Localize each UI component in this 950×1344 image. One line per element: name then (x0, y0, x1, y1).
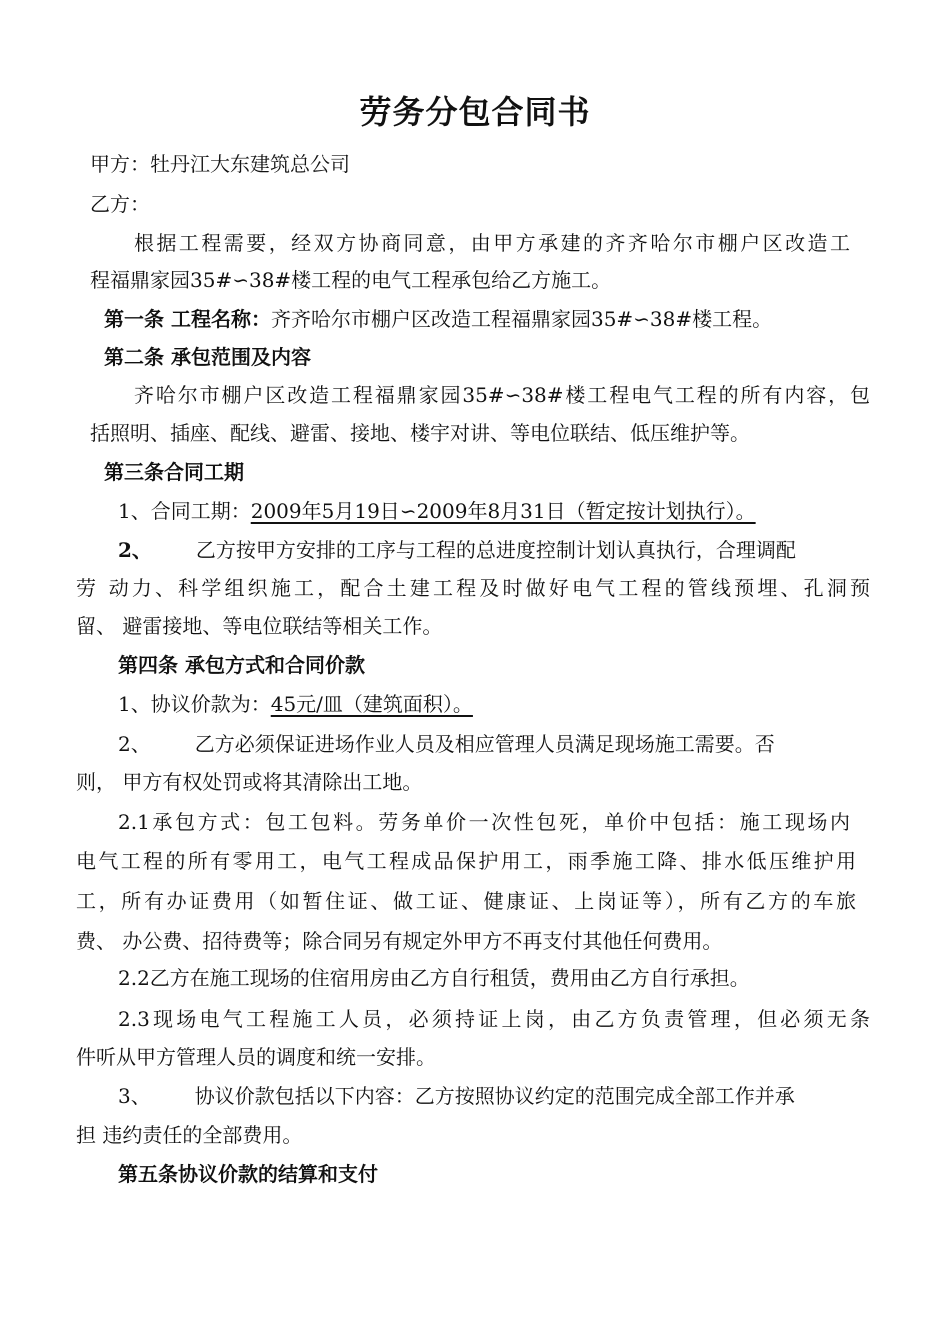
document-title: 劳务分包合同书 (359, 93, 591, 131)
article-4-item-1-label: 1、协议价款为： (118, 692, 271, 716)
intro-line-1: 根据工程需要，经双方协商同意，由甲方承建的齐齐哈尔市棚户区改造工 (134, 231, 850, 255)
article-3-item-2-number: 2、 (118, 538, 152, 562)
article-2-line-2: 括照明、插座、配线、避雷、接地、楼宇对讲、等电位联结、低压维护等。 (90, 421, 750, 445)
article-4-item-2-2: 2.2乙方在施工现场的住宿用房由乙方自行租赁，费用由乙方自行承担。 (118, 966, 750, 990)
article-1-heading: 第一条 工程名称： (104, 307, 271, 331)
intro-line-2: 程福鼎家园35#∽38#楼工程的电气工程承包给乙方施工。 (90, 268, 612, 292)
article-3-item-1 (118, 496, 756, 526)
article-1 (104, 304, 772, 334)
article-3-item-2-text: 乙方按甲方安排的工序与工程的总进度控制计划认真执行，合理调配 (195, 538, 796, 562)
article-1-text: 齐齐哈尔市棚户区改造工程福鼎家园35#∽38#楼工程。 (270, 307, 773, 331)
contract-period-value: 2009年5月19日∽2009年8月31日（暂定按计划执行）。 (250, 499, 756, 523)
article-4-item-2-1-line-4: 费、 办公费、招待费等；除合同另有规定外甲方不再支付其他任何费用。 (76, 929, 723, 953)
article-4-item-2-line-2: 则， 甲方有权处罚或将其清除出工地。 (76, 770, 423, 794)
article-4-item-2-3-line-2: 件听从甲方管理人员的调度和统一安排。 (76, 1045, 436, 1069)
agreed-price-value: 45元/皿（建筑面积）。 (270, 692, 473, 716)
article-4-item-2-1-line-3: 工，所有办证费用（如暂住证、做工证、健康证、上岗证等），所有乙方的车旅 (76, 889, 856, 913)
article-4-item-3-number: 3、 (118, 1084, 151, 1108)
article-4-heading: 第四条 承包方式和合同价款 (118, 653, 365, 677)
article-3-item-1-label: 1、合同工期： (118, 499, 251, 523)
article-4-item-3-line-1 (118, 1081, 795, 1111)
article-3-item-2-line-2: 劳 动力、科学组织施工，配合土建工程及时做好电气工程的管线预埋、孔洞预 (76, 576, 870, 600)
article-3-item-2-line-3: 留、 避雷接地、等电位联结等相关工作。 (76, 614, 443, 638)
article-4-item-2-text: 乙方必须保证进场作业人员及相应管理人员满足现场施工需要。否 (194, 732, 775, 756)
article-4-item-2-number: 2、 (118, 732, 151, 756)
article-4-item-1 (118, 689, 473, 719)
article-4-item-2-1-line-2: 电气工程的所有零用工，电气工程成品保护用工，雨季施工降、排水低压维护用 (76, 849, 856, 873)
article-5-heading: 第五条协议价款的结算和支付 (118, 1162, 378, 1186)
article-4-item-2-line-1 (118, 729, 775, 759)
article-4-item-2-1-line-1: 2.1承包方式：包工包料。劳务单价一次性包死，单价中包括：施工现场内 (118, 810, 850, 834)
article-4-item-3-line-2: 担 违约责任的全部费用。 (76, 1123, 303, 1147)
article-2-heading: 第二条 承包范围及内容 (104, 345, 311, 369)
article-4-item-3-text: 协议价款包括以下内容：乙方按照协议约定的范围完成全部工作并承 (194, 1084, 795, 1108)
article-4-item-2-3-line-1: 2.3现场电气工程施工人员，必须持证上岗，由乙方负责管理，但必须无条 (118, 1007, 870, 1031)
party-a-line: 甲方：牡丹江大东建筑总公司 (90, 152, 350, 176)
party-b-line: 乙方： (90, 192, 150, 216)
article-2-line-1: 齐哈尔市棚户区改造工程福鼎家园35#∽38#楼工程电气工程的所有内容，包 (134, 383, 870, 407)
article-3-heading: 第三条合同工期 (104, 460, 244, 484)
article-3-item-2-line-1 (118, 535, 796, 565)
